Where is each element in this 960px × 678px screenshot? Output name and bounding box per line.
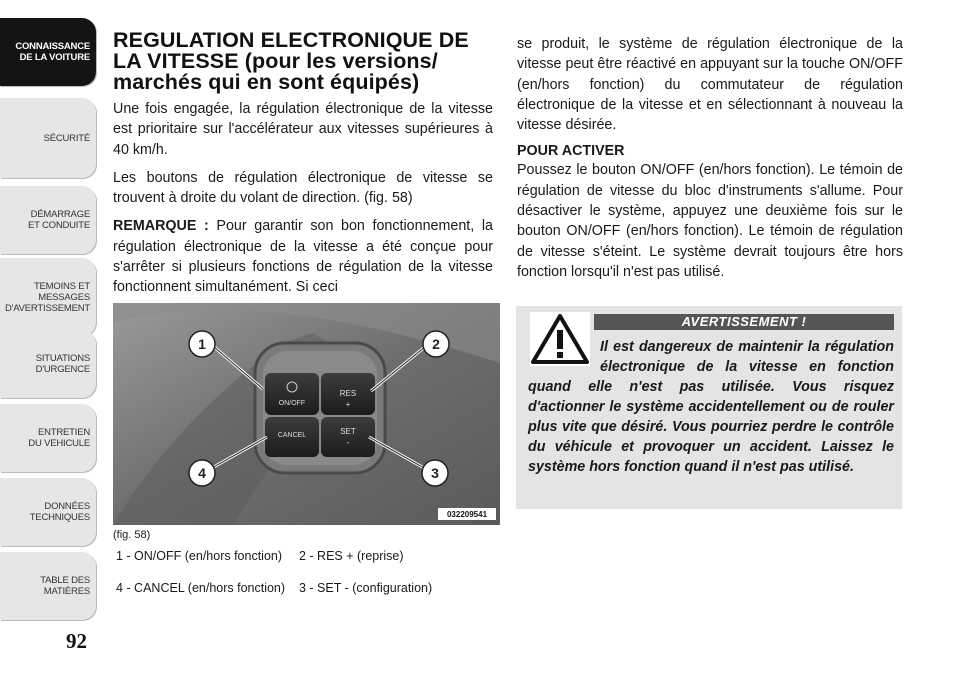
buttons-paragraph: Les boutons de régulation électronique de vitesse se trouvent à droite du volant de direction. (fig. 58) (113, 169, 493, 207)
onoff-label: ON/OFF (278, 400, 306, 407)
warning-box (516, 306, 902, 509)
onoff-button-art (265, 373, 319, 415)
tab-label: CONNAISSANCE DE LA VOITURE (15, 41, 90, 63)
activate-paragraph: Poussez le bouton ON/OFF (en/hors fonction). Le témoin de régulation de vitesse du bloc d'instruments s'allume. Pour désactiver le système, appuyez une deuxième fois sur le bouton ON/OFF (en/hors fonction). Le témoin de régulation de vitesse s'éteint. Le système devrait toujours être hors fonction lorsqu'il n'est pas utilisé. (517, 162, 903, 280)
remark-label: REMARQUE : (113, 218, 209, 235)
set-button-art (321, 417, 375, 457)
figure-label: (fig. 58) (113, 529, 151, 541)
remark-text: Pour garantir son bon fonctionnement, la régulation électronique de la vitesse a été conçue pour s'arrêter si plusieurs fonctions de régulation de la vitesse fonctionnent simultanément. Si ceci (113, 218, 493, 296)
intro-paragraph: Une fois engagée, la régulation électronique de la vitesse est prioritaire sur l'accélérateur aux vitesses supérieures à 40 km/h. (113, 101, 493, 158)
warning-text-block (528, 337, 894, 477)
tab-label: SITUATIONS D'URGENCE (35, 353, 90, 375)
cancel-label: CANCEL (277, 432, 307, 439)
legend-item: 4 - CANCEL (en/hors fonction) (116, 581, 286, 595)
callout-4: 4 (198, 465, 206, 481)
legend-item: 2 - RES + (reprise) (299, 549, 404, 563)
steering-wheel-illustration (113, 303, 500, 525)
tab-table-matieres[interactable] (0, 552, 96, 620)
tab-donnees[interactable] (0, 478, 96, 546)
steering-wheel-figure (113, 303, 500, 525)
tab-situations-urgence[interactable] (0, 330, 96, 398)
section-title: REGULATION ELECTRONIQUE DE LA VITESSE (pour les versions/ marchés qui en sont équipés) (113, 28, 469, 94)
callout-2: 2 (432, 336, 440, 352)
tab-entretien[interactable] (0, 404, 96, 472)
tab-label: ENTRETIEN DU VEHICULE (28, 427, 90, 449)
tab-label: DONNÉES TECHNIQUES (29, 501, 90, 523)
set-label: SET (340, 427, 356, 436)
tab-temoins[interactable] (0, 258, 96, 336)
callout-1: 1 (198, 336, 206, 352)
left-column (113, 30, 493, 298)
res-plus: + (345, 400, 351, 409)
figure-code: 032209541 (446, 510, 488, 519)
tab-securite[interactable] (0, 98, 96, 178)
res-label: RES (339, 389, 357, 398)
reactivate-paragraph: se produit, le système de régulation électronique de la vitesse peut être réactivé en appuyant sur la touche ON/OFF (en/hors fonction) du commutateur de régulation électronique de la vitesse et en sélectionnant à nouveau la vitesse désirée. (517, 36, 903, 134)
warning-text: Il est dangereux de maintenir la régulation électronique de la vitesse en fonction quand elle n'est pas utilisée. Vous risquez d'actionner le système accidentellement ou de rouler plus vite que désiré. Vous pourriez perdre le contrôle du véhicule et provoquer un accident. Laissez le système hors fonction quand il n'est pas utilisé. (528, 339, 894, 475)
legend-item: 3 - SET - (configuration) (299, 581, 433, 595)
activate-heading: POUR ACTIVER (517, 143, 625, 160)
callout-3: 3 (431, 465, 439, 481)
tab-label: TEMOINS ET MESSAGES D'AVERTISSEMENT (4, 280, 90, 314)
page-number: 92 (66, 629, 87, 653)
warning-title: AVERTISSEMENT ! (594, 314, 894, 330)
tab-label: SÉCURITÉ (43, 132, 90, 144)
set-minus: - (346, 438, 350, 447)
legend-item: 1 - ON/OFF (en/hors fonction) (116, 549, 283, 563)
tab-demarrage[interactable] (0, 186, 96, 254)
tab-connaissance[interactable] (0, 18, 96, 86)
tab-label: TABLE DES MATIÈRES (40, 575, 90, 597)
right-column (517, 34, 903, 282)
remark-paragraph (113, 216, 493, 297)
tab-label: DÉMARRAGE ET CONDUITE (27, 209, 90, 231)
